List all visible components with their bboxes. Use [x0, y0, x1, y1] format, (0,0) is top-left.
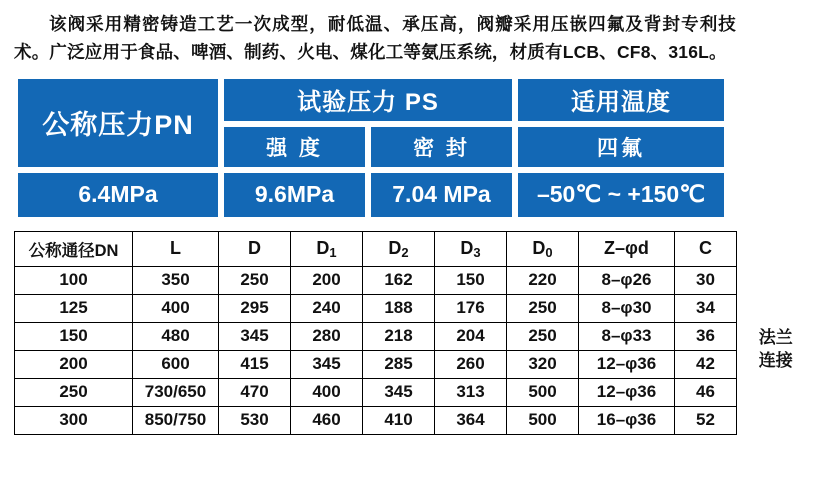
col-header-c: C: [675, 231, 737, 266]
table-row: [15, 266, 815, 294]
table-row: [15, 350, 815, 378]
temperature-subheader: 四氟: [518, 127, 724, 167]
cell-c: 30: [675, 266, 737, 294]
side-note: 法兰 连接: [737, 322, 815, 378]
cell-d1: 400: [291, 378, 363, 406]
cell-dn: 100: [15, 266, 133, 294]
col-header-d1: $D_1$: [291, 231, 363, 266]
pressure-column-temperature: [518, 79, 724, 217]
ps-subheader-row: [224, 127, 512, 167]
cell-d3: 260: [435, 350, 507, 378]
cell-c: 42: [675, 350, 737, 378]
col-header-d2: $D_2$: [363, 231, 435, 266]
intro-paragraph-block: [0, 0, 750, 67]
cell-d3: 364: [435, 406, 507, 434]
cell-d1: 460: [291, 406, 363, 434]
table-row: [15, 406, 815, 434]
cell-zd: 16–φ36: [579, 406, 675, 434]
cell-l: 600: [133, 350, 219, 378]
cell-c: 36: [675, 322, 737, 350]
pressure-column-ps: [224, 79, 512, 217]
cell-l: 850/750: [133, 406, 219, 434]
cell-d0: 320: [507, 350, 579, 378]
cell-d1: 280: [291, 322, 363, 350]
cell-dn: 200: [15, 350, 133, 378]
cell-l: 730/650: [133, 378, 219, 406]
cell-dn: 125: [15, 294, 133, 322]
intro-paragraph: 该阀采用精密铸造工艺一次成型，耐低温、承压高，阀瓣采用压嵌四氟及背封专利技术。广泛应用于食品、啤酒、制药、火电、煤化工等氨压系统，材质有LCB、CF8、316L。: [14, 14, 736, 63]
cell-d3: 176: [435, 294, 507, 322]
cell-l: 350: [133, 266, 219, 294]
dimension-header-row: [15, 231, 815, 266]
cell-l: 400: [133, 294, 219, 322]
cell-d3: 313: [435, 378, 507, 406]
dimension-table: [14, 231, 815, 435]
table-row: [15, 322, 815, 350]
ps-header: 试验压力 PS: [224, 79, 512, 121]
cell-d1: 200: [291, 266, 363, 294]
col-header-d0: $D_0$: [507, 231, 579, 266]
ps-subheader-strength: 强 度: [224, 127, 365, 167]
ps-subheader-seal: 密 封: [371, 127, 512, 167]
ps-value-strength: 9.6MPa: [224, 173, 365, 217]
dimension-table-body: [15, 266, 815, 434]
cell-dn: 150: [15, 322, 133, 350]
cell-d2: 345: [363, 378, 435, 406]
cell-d0: 500: [507, 378, 579, 406]
col-header-note-spacer: [737, 231, 815, 266]
cell-d1: 240: [291, 294, 363, 322]
cell-d: 345: [219, 322, 291, 350]
cell-d2: 410: [363, 406, 435, 434]
pn-value: 6.4MPa: [18, 173, 218, 217]
dimension-table-wrap: [14, 231, 793, 435]
cell-d: 470: [219, 378, 291, 406]
pressure-table: [18, 79, 732, 217]
cell-zd: 12–φ36: [579, 350, 675, 378]
cell-d2: 188: [363, 294, 435, 322]
col-header-dn: 公称通径DN: [15, 231, 133, 266]
cell-d3: 204: [435, 322, 507, 350]
cell-c: 52: [675, 406, 737, 434]
cell-zd: 8–φ33: [579, 322, 675, 350]
temperature-value: –50℃ ~ +150℃: [518, 173, 724, 217]
cell-dn: 300: [15, 406, 133, 434]
table-row: [15, 378, 815, 406]
cell-d0: 500: [507, 406, 579, 434]
cell-d: 530: [219, 406, 291, 434]
pressure-column-pn: [18, 79, 218, 217]
cell-zd: 12–φ36: [579, 378, 675, 406]
cell-dn: 250: [15, 378, 133, 406]
side-note-spacer-top: [737, 266, 815, 322]
cell-d: 250: [219, 266, 291, 294]
col-header-d: D: [219, 231, 291, 266]
cell-d2: 218: [363, 322, 435, 350]
temperature-header: 适用温度: [518, 79, 724, 121]
cell-zd: 8–φ26: [579, 266, 675, 294]
table-row: [15, 294, 815, 322]
cell-d2: 162: [363, 266, 435, 294]
cell-d: 295: [219, 294, 291, 322]
col-header-l: L: [133, 231, 219, 266]
col-header-d3: $D_3$: [435, 231, 507, 266]
cell-c: 46: [675, 378, 737, 406]
ps-value-seal: 7.04 MPa: [371, 173, 512, 217]
cell-d0: 220: [507, 266, 579, 294]
cell-zd: 8–φ30: [579, 294, 675, 322]
cell-d2: 285: [363, 350, 435, 378]
cell-d0: 250: [507, 322, 579, 350]
col-header-zd: Z–φd: [579, 231, 675, 266]
cell-c: 34: [675, 294, 737, 322]
side-note-spacer-bottom: [737, 378, 815, 434]
cell-d0: 250: [507, 294, 579, 322]
pn-header: 公称压力PN: [18, 79, 218, 167]
ps-value-row: [224, 173, 512, 217]
cell-l: 480: [133, 322, 219, 350]
cell-d1: 345: [291, 350, 363, 378]
cell-d3: 150: [435, 266, 507, 294]
cell-d: 415: [219, 350, 291, 378]
